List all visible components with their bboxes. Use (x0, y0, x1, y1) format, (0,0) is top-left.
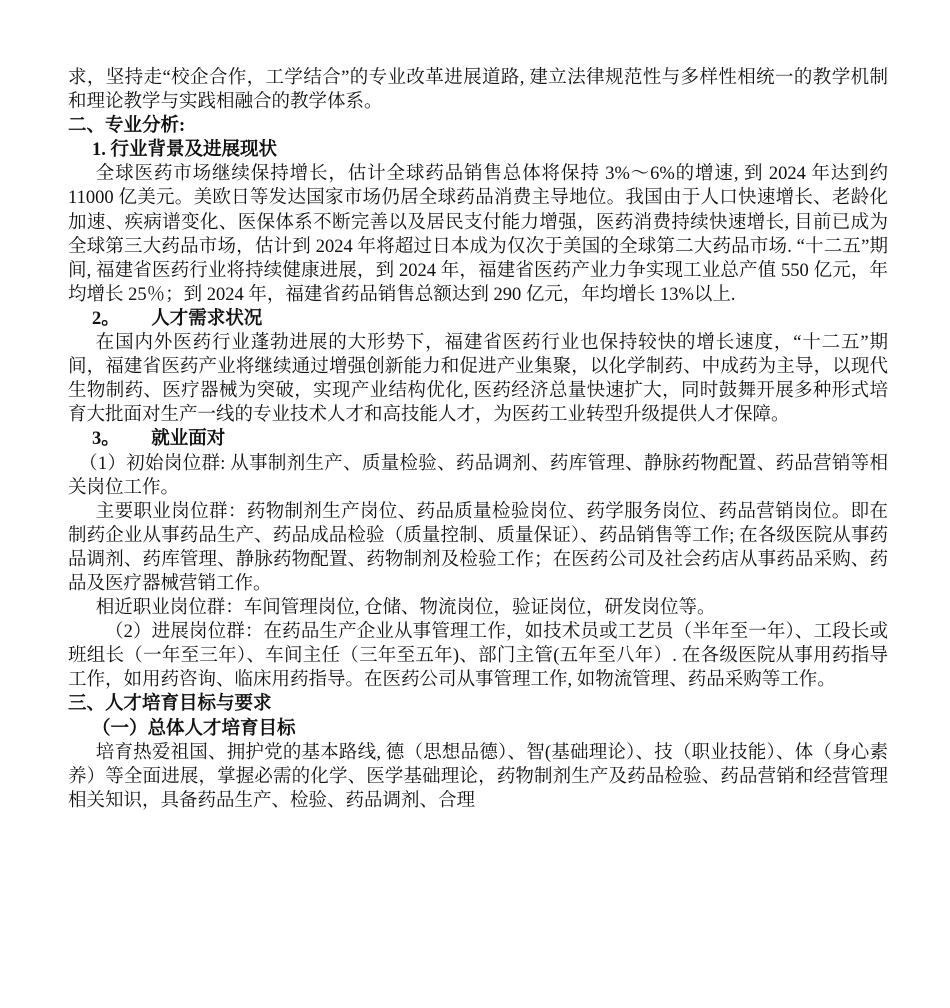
subheading-industry-background: 1. 行业背景及进展现状 (92, 140, 278, 161)
paragraph-related-positions: 相近职业岗位群：车间管理岗位, 仓储、物流岗位，验证岗位，研发岗位等。 (95, 598, 716, 619)
subheading-talent-demand (68, 307, 888, 331)
paragraph-overall-goal: 培育热爱祖国、拥护党的基本路线, 德（思想品德）、智(基础理论）、技（职业技能）、体（身心素养）等全面进展，掌握必需的化学、医学基础理论，药物制剂生产及药品检验、药品营销和经营管理相关知识，具备药品生产、检验、药品调剂、合理 (68, 742, 888, 811)
subheading-text: 就业面对 (151, 429, 226, 450)
section-heading-professional-analysis: 二、专业分析: (68, 116, 186, 137)
subheading-number: 2。 (92, 308, 120, 329)
paragraph-talent-demand: 在国内外医药行业蓬勃进展的大形势下，福建省医药行业也保持较快的增长速度，“十二五”期间，福建省医药产业将继续通过增强创新能力和促进产业集聚，以化学制药、中成药为主导，以现代生物制药、医疗器械为突破，实现产业结构优化, 医药经济总量快速扩大，同时鼓舞开展多种形式培育大批面对生产一线的专业技术人才和高技能人才，为医药工业转型升级提供人才保障。 (68, 333, 888, 426)
intro-paragraph: 求，坚持走“校企合作，工学结合”的专业改革进展道路, 建立法律规范性与多样性相统一的教学机制和理论教学与实践相融合的教学体系。 (68, 68, 888, 113)
paragraph-development-positions: （2）进展岗位群：在药品生产企业从事管理工作，如技术员或工艺员（半年至一年）、工段长或班组长（一年至三年）、车间主任（三年至五年)、部门主管(五年至八年）. 在各级医院从事用药指导工作，如用药咨询、临床用药指导。在医药公司从事管理工作, 如物流管理、药品采购等工作。 (68, 622, 888, 691)
document-page (68, 66, 888, 813)
subheading-number: 3。 (92, 429, 120, 450)
paragraph-main-positions: 主要职业岗位群：药物制剂生产岗位、药品质量检验岗位、药学服务岗位、药品营销岗位。即在制药企业从事药品生产、药品成品检验（质量控制、质量保证）、药品销售等工作; 在各级医院从事药品调剂、药库管理、静脉药物配置、药物制剂及检验工作；在医药公司及社会药店从事药品采购、药品及医疗器械营销工作。 (68, 501, 888, 594)
section-heading-talent-goals: 三、人才培育目标与要求 (68, 694, 272, 715)
paragraph-initial-positions: （1）初始岗位群: 从事制剂生产、质量检验、药品调剂、药库管理、静脉药物配置、药品营销等相关岗位工作。 (68, 453, 888, 498)
subheading-overall-goal: （一）总体人才培育目标 (92, 718, 296, 739)
subheading-employment (68, 427, 888, 451)
subheading-text: 人才需求状况 (151, 308, 263, 329)
paragraph-industry-background: 全球医药市场继续保持增长，估计全球药品销售总体将保持 3%～6%的增速, 到 2024 年达到约 11000 亿美元。美欧日等发达国家市场仍居全球药品消费主导地位。我国由于人口快速增长、老龄化加速、疾病谱变化、医保体系不断完善以及居民支付能力增强，医药消费持续快速增长, 目前已成为全球第三大药品市场，估计到 2024 年将超过日本成为仅次于美国的全球第二大药品市场. “十二五”期间, 福建省医药行业将持续健康进展，到 2024 年，福建省医药产业力争实现工业总产值 550 亿元，年均增长 25％；到 2024 年，福建省药品销售总额达到 290 亿元，年均增长 13%以上. (68, 164, 888, 305)
